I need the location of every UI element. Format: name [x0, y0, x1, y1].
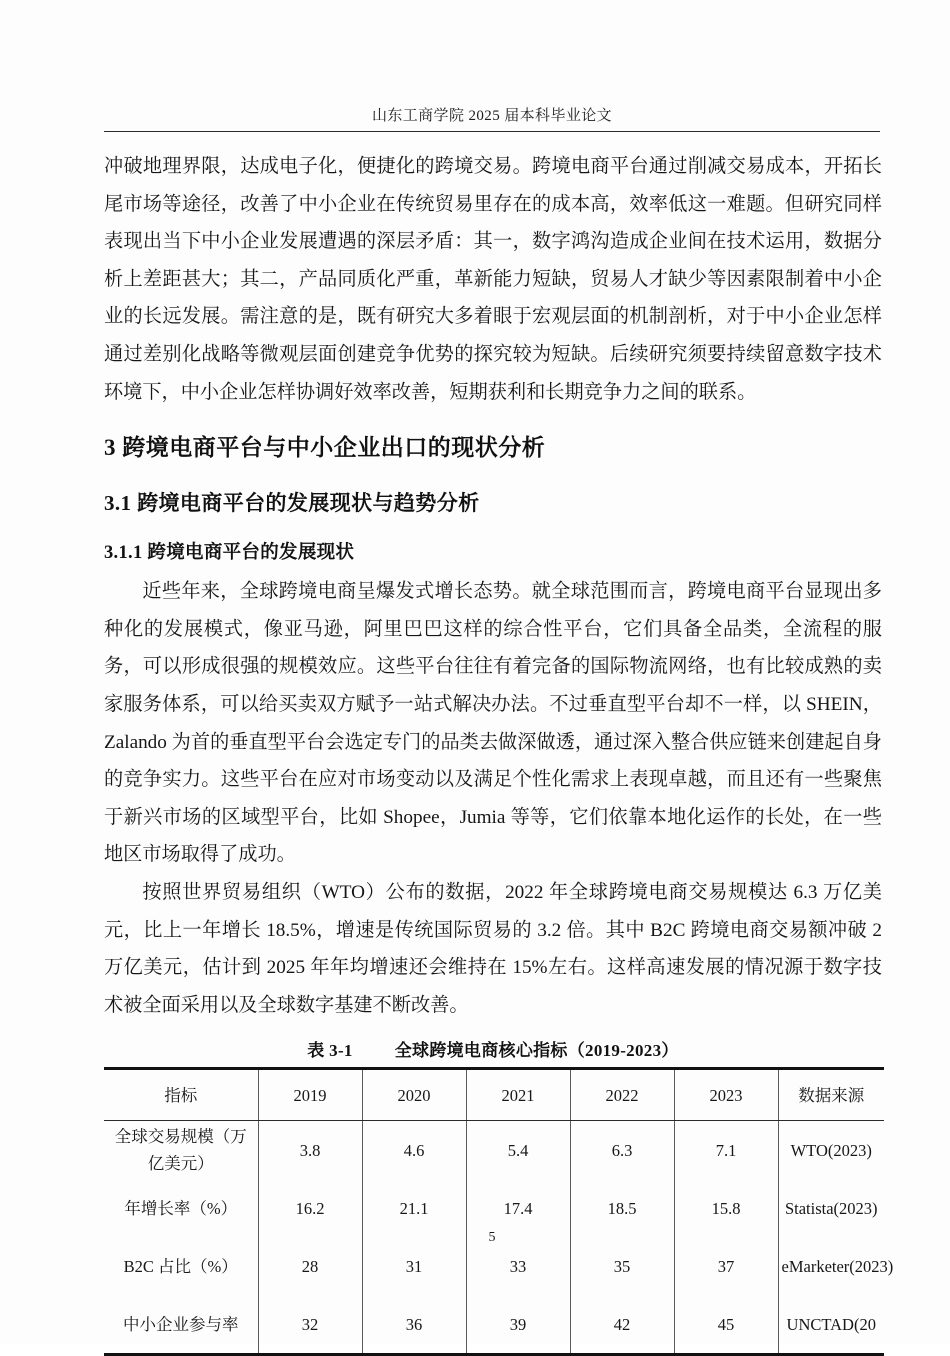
cell-value-2022: 6.3 [570, 1121, 674, 1180]
cell-value-2023: 7.1 [674, 1121, 778, 1180]
cell-value-2019: 3.8 [258, 1121, 362, 1180]
page-number: 5 [488, 1230, 496, 1245]
cell-value-2019: 32 [258, 1295, 362, 1355]
core-indicators-table [104, 1067, 894, 1356]
column-header-source: 数据来源 [778, 1069, 884, 1121]
column-header-2023: 2023 [674, 1069, 778, 1121]
cell-value-2021: 39 [466, 1295, 570, 1355]
cell-value-2021: 5.4 [466, 1121, 570, 1180]
column-header-2022: 2022 [570, 1069, 674, 1121]
cell-source: Statista(2023) [778, 1179, 884, 1237]
table-row [104, 1295, 884, 1355]
table-caption [104, 1036, 882, 1061]
cell-value-2020: 21.1 [362, 1179, 466, 1237]
section-heading-level-1: 3 跨境电商平台与中小企业出口的现状分析 [104, 435, 546, 461]
cell-indicator: B2C 占比（%） [123, 1256, 238, 1276]
cell-value-2023: 45 [674, 1295, 778, 1355]
page-footer [104, 1228, 880, 1246]
cell-value-2022: 35 [570, 1237, 674, 1295]
table-block [104, 1036, 894, 1356]
cell-indicator: 年增长率（%） [124, 1198, 238, 1218]
table-caption-title: 全球跨境电商核心指标（2019-2023） [394, 1041, 679, 1061]
cell-value-2021: 17.4 [466, 1179, 570, 1237]
cell-value-2019: 16.2 [258, 1179, 362, 1237]
table-header-row [104, 1069, 884, 1121]
column-header-indicator: 指标 [104, 1069, 258, 1121]
cell-value-2021: 33 [466, 1237, 570, 1295]
cell-value-2023: 15.8 [674, 1179, 778, 1237]
section-heading-level-2: 3.1 跨境电商平台的发展现状与趋势分析 [104, 491, 480, 516]
cell-source: WTO(2023) [778, 1121, 884, 1180]
cell-value-2022: 42 [570, 1295, 674, 1355]
paragraph-platform-models: 近些年来，全球跨境电商呈爆发式增长态势。就全球范围而言，跨境电商平台显现出多种化的发展模式，像亚马逊，阿里巴巴这样的综合性平台，它们具备全品类，全流程的服务，可以形成很强的规模效应。这些平台往往有着完备的国际物流网络，也有比较成熟的卖家服务体系，可以给买卖双方赋予一站式解决办法。不过垂直型平台却不一样，以 SHEIN，Zalando 为首的垂直型平台会选定专门的品类去做深做透，通过深入整合供应链来创建起自身的竞争实力。这些平台在应对市场变动以及满足个性化需求上表现卓越，而且还有一些聚焦于新兴市场的区域型平台，比如 Shopee，Jumia 等等，它们依靠本地化运作的长处，在一些地区市场取得了成功。 [104, 581, 882, 866]
cell-value-2019: 28 [258, 1237, 362, 1295]
cell-indicator: 中小企业参与率 [104, 1295, 258, 1355]
page-body [104, 148, 894, 1356]
section-heading-level-3: 3.1.1 跨境电商平台的发展现状 [104, 543, 355, 564]
cell-value-2022: 18.5 [570, 1179, 674, 1237]
column-header-2019: 2019 [258, 1069, 362, 1121]
table-caption-label: 表 3-1 [307, 1041, 353, 1061]
paragraph-continuation: 冲破地理界限，达成电子化，便捷化的跨境交易。跨境电商平台通过削减交易成本，开拓长尾市场等途径，改善了中小企业在传统贸易里存在的成本高，效率低这一难题。但研究同样表现出当下中小企业发展遭遇的深层矛盾：其一，数字鸿沟造成企业间在技术运用，数据分析上差距甚大；其二，产品同质化严重，革新能力短缺，贸易人才缺少等因素限制着中小企业的长远发展。需注意的是，既有研究大多着眼于宏观层面的机制剖析，对于中小企业怎样通过差别化战略等微观层面创建竞争优势的探究较为短缺。后续研究须要持续留意数字技术环境下，中小企业怎样协调好效率改善，短期获利和长期竞争力之间的联系。 [104, 156, 882, 403]
cell-indicator: 全球交易规模（万亿美元） [114, 1127, 247, 1174]
cell-source: eMarketer(2023) [778, 1237, 884, 1295]
cell-value-2020: 4.6 [362, 1121, 466, 1180]
column-header-2021: 2021 [466, 1069, 570, 1121]
running-head-text: 山东工商学院 2025 届本科毕业论文 [371, 108, 613, 124]
table-row [104, 1121, 884, 1180]
column-header-2020: 2020 [362, 1069, 466, 1121]
page-header [104, 104, 880, 130]
cell-value-2020: 36 [362, 1295, 466, 1355]
header-divider-rule [104, 131, 880, 132]
cell-source: UNCTAD(20 [778, 1295, 884, 1355]
cell-value-2023: 37 [674, 1237, 778, 1295]
paragraph-wto-statistics: 按照世界贸易组织（WTO）公布的数据，2022 年全球跨境电商交易规模达 6.3 万亿美元，比上一年增长 18.5%，增速是传统国际贸易的 3.2 倍。其中 B2C 跨境电商交易额冲破 2 万亿美元，估计到 2025 年年均增速还会维持在 15%左右。这样高速发展的情况源于数字技术被全面采用以及全球数字基建不断改善。 [104, 881, 882, 1016]
cell-value-2020: 31 [362, 1237, 466, 1295]
